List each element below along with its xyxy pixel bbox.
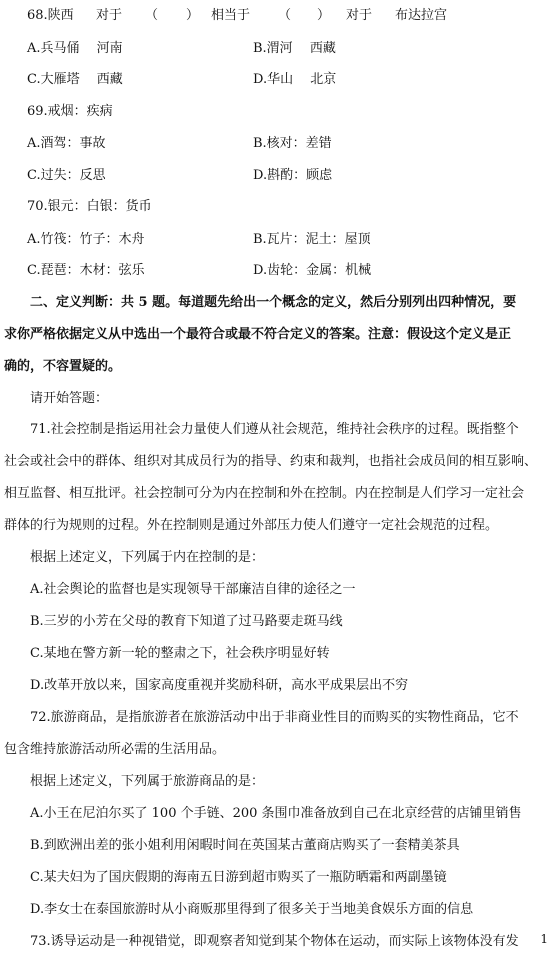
option-b: B.核对：差错: [253, 136, 332, 151]
question-71-text: 相互监督、相互批评。社会控制可分为内在控制和外在控制。内在控制是人们学习一定社会: [4, 486, 525, 501]
question-70-stem: 70.银元：白银：货币: [27, 199, 152, 214]
question-72-text: 72.旅游商品，是指旅游者在旅游活动中出于非商业性目的而购买的实物性商品，它不: [30, 710, 519, 725]
option-a: A.竹筏：竹子：木舟: [27, 232, 145, 247]
option-c: C.大雁塔 西藏: [27, 72, 123, 87]
page-number: 1: [540, 932, 548, 946]
section-heading-line: 二、定义判断：共 5 题。每道题先给出一个概念的定义，然后分别列出四种情况，要: [30, 295, 517, 310]
option-a: A.酒驾：事故: [27, 136, 106, 151]
option-c: C.琵琶：木材：弦乐: [27, 263, 145, 278]
stem-part: （: [145, 8, 159, 23]
option-c: C.过失：反思: [27, 168, 106, 183]
start-prompt: 请开始答题：: [30, 391, 109, 406]
stem-part: 相当于: [211, 8, 251, 23]
question-71-text: 社会或社会中的群体、组织对其成员行为的指导、约束和裁判，也指社会成员间的相互影响、: [4, 454, 538, 469]
stem-part: 对于: [346, 8, 373, 23]
option-d: D.斟酌：顾虑: [253, 168, 333, 183]
stem-part: （: [278, 8, 292, 23]
option-c: C.某地在警方新一轮的整肃之下，社会秩序明显好转: [30, 646, 330, 661]
stem-part: ）: [186, 8, 200, 23]
option-d: D.华山 北京: [253, 72, 337, 87]
stem-part: 对于: [96, 8, 123, 23]
option-b: B.瓦片：泥土：屋顶: [253, 232, 371, 247]
option-a: A.兵马俑 河南: [27, 41, 123, 56]
option-d: D.李女士在泰国旅游时从小商贩那里得到了很多关于当地美食娱乐方面的信息: [30, 902, 474, 917]
option-a: A.小王在尼泊尔买了 100 个手链、200 条围巾准备放到自己在北京经营的店铺里销售: [30, 806, 522, 821]
question-71-text: 71.社会控制是指运用社会力量使人们遵从社会规范，维持社会秩序的过程。既指整个: [30, 422, 519, 437]
option-d: D.齿轮：金属：机械: [253, 263, 372, 278]
section-heading-line: 确的，不容置疑的。: [4, 359, 122, 374]
option-d: D.改革开放以来，国家高度重视并奖励科研，高水平成果层出不穷: [30, 678, 409, 693]
question-73-text: 73.诱导运动是一种视错觉，即观察者知觉到某个物体在运动，而实际上该物体没有发: [30, 934, 519, 949]
option-a: A.社会舆论的监督也是实现领导干部廉洁自律的途径之一: [30, 582, 356, 597]
question-71-prompt: 根据上述定义，下列属于内在控制的是：: [30, 550, 265, 565]
stem-part: ）: [317, 8, 331, 23]
question-71-text: 群体的行为规则的过程。外在控制则是通过外部压力使人们遵守一定社会规范的过程。: [4, 518, 499, 533]
section-heading-line: 求你严格依据定义从中选出一个最符合或最不符合定义的答案。注意：假设这个定义是正: [4, 327, 512, 342]
option-b: B.渭河 西藏: [253, 41, 336, 56]
question-72-prompt: 根据上述定义，下列属于旅游商品的是：: [30, 774, 265, 789]
option-b: B.到欧洲出差的张小姐利用闲暇时间在英国某古董商店购买了一套精美茶具: [30, 838, 460, 853]
option-c: C.某夫妇为了国庆假期的海南五日游到超市购买了一瓶防晒霜和两副墨镜: [30, 870, 447, 885]
question-72-text: 包含维持旅游活动所必需的生活用品。: [4, 742, 226, 757]
option-b: B.三岁的小芳在父母的教育下知道了过马路要走斑马线: [30, 614, 343, 629]
stem-part: 布达拉宫: [395, 8, 448, 23]
stem-part: 68.陕西: [27, 8, 74, 23]
question-69-stem: 69.戒烟：疾病: [27, 104, 113, 119]
